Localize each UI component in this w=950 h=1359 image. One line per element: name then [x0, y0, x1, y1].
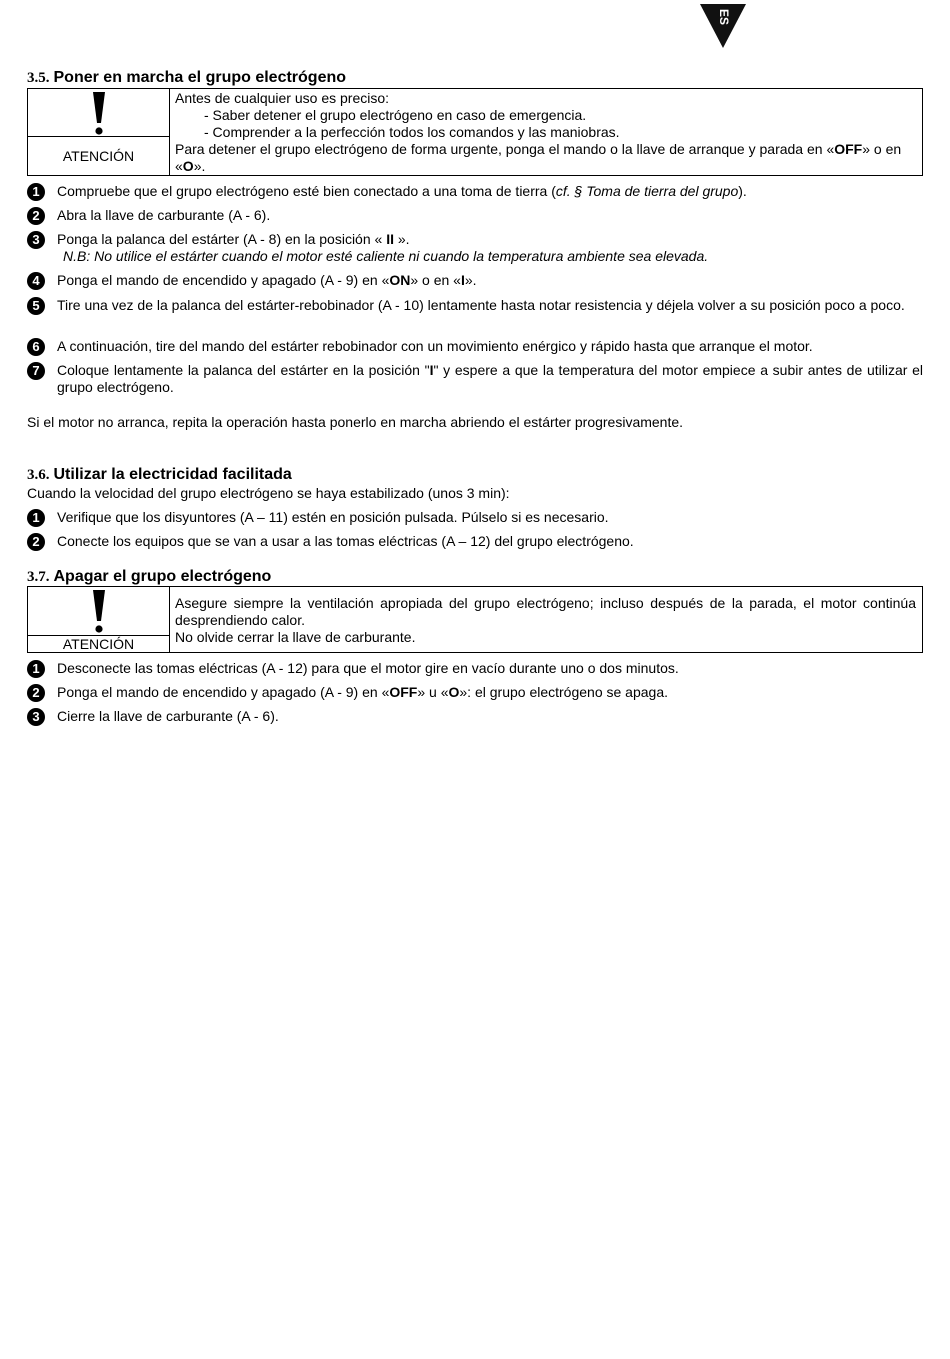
section-title-text: Utilizar la electricidad facilitada [53, 466, 292, 483]
step-number-badge: 7 [27, 362, 45, 380]
step-number-badge: 1 [27, 509, 45, 527]
list-item: 1 Desconecte las tomas eléctricas (A - 12) para que el motor gire en vacío durante uno o dos minutos. [27, 660, 923, 677]
step-number-badge: 3 [27, 231, 45, 249]
warning-content [175, 595, 916, 646]
list-item: 2 Ponga el mando de encendido y apagado (A - 9) en «OFF» u «O»: el grupo electrógeno se apaga. [27, 684, 923, 701]
list-item: 2 Conecte los equipos que se van a usar a las tomas eléctricas (A – 12) del grupo electrógeno. [27, 533, 923, 550]
step-number-badge: 6 [27, 338, 45, 356]
section-number: 3.7. [27, 569, 50, 585]
warning-icon-cell [28, 89, 169, 137]
step-number-badge: 3 [27, 708, 45, 726]
step-number-badge: 1 [27, 660, 45, 678]
step-number-badge: 2 [27, 207, 45, 225]
warning-stop-text: Para detener el grupo electrógeno de forma urgente, ponga el mando o la llave de arranque y parada en «OFF» o en «O». [175, 141, 902, 174]
section-number: 3.6. [27, 467, 50, 483]
section-note: Si el motor no arranca, repita la operación hasta ponerlo en marcha abriendo el estárter progresivamente. [27, 414, 684, 430]
warning-label: ATENCIÓN [62, 636, 135, 652]
warning-left-cell [28, 587, 170, 652]
step-number-badge: 5 [27, 297, 45, 315]
step-number-badge: 1 [27, 183, 45, 201]
warning-item: - Comprender a la perfección todos los comandos y las maniobras. [204, 124, 620, 140]
list-item: 1 Verifique que los disyuntores (A – 11) estén en posición pulsada. Púlselo si es necesario. [27, 509, 923, 526]
language-badge-icon [699, 3, 747, 49]
warning-text: No olvide cerrar la llave de carburante. [175, 629, 416, 645]
exclamation-icon [91, 91, 107, 135]
exclamation-icon [91, 589, 107, 633]
section-number: 3.5. [27, 70, 50, 86]
section-3-5-title [27, 69, 346, 87]
warning-box [27, 586, 923, 653]
step-note: N.B: No utilice el estárter cuando el motor esté caliente ni cuando la temperatura ambiente sea elevada. [63, 248, 709, 264]
list-item: 7 Coloque lentamente la palanca del estárter en la posición "I" y espere a que la temperatura del motor empiece a subir antes de utilizar el grupo electrógeno. [27, 362, 923, 396]
section-intro: Cuando la velocidad del grupo electrógeno se haya estabilizado (unos 3 min): [27, 485, 510, 501]
list-item: 3 Cierre la llave de carburante (A - 6). [27, 708, 923, 725]
warning-content [175, 90, 916, 175]
step-number-badge: 2 [27, 533, 45, 551]
section-title-text: Apagar el grupo electrógeno [53, 568, 272, 585]
list-item: 4 Ponga el mando de encendido y apagado (A - 9) en «ON» o en «I». [27, 272, 923, 289]
list-item: 6 A continuación, tire del mando del estárter rebobinador con un movimiento enérgico y rápido hasta que arranque el motor. [27, 338, 923, 355]
list-item: 1 Compruebe que el grupo electrógeno esté bien conectado a una toma de tierra (cf. § Toma de tierra del grupo). [27, 183, 923, 200]
warning-intro: Antes de cualquier uso es preciso: [175, 90, 390, 106]
warning-icon-cell [28, 587, 169, 636]
warning-box [27, 88, 923, 176]
step-number-badge: 4 [27, 272, 45, 290]
list-item: 3 Ponga la palanca del estárter (A - 8) en la posición « II ». N.B: No utilice el estárter cuando el motor esté caliente ni cuando la temperatura ambiente sea elevada. [27, 231, 923, 265]
section-title-text: Poner en marcha el grupo electrógeno [53, 69, 347, 86]
list-item: 2 Abra la llave de carburante (A - 6). [27, 207, 923, 224]
section-3-6-title [27, 466, 292, 484]
step-number-badge: 2 [27, 684, 45, 702]
warning-left-cell [28, 89, 170, 175]
warning-item: - Saber detener el grupo electrógeno en caso de emergencia. [204, 107, 587, 123]
section-3-7-title [27, 568, 271, 586]
warning-text: Asegure siempre la ventilación apropiada del grupo electrógeno; incluso después de la parada, el motor continúa desprendiendo calor. [175, 595, 916, 628]
list-item: 5 Tire una vez de la palanca del estárter-rebobinador (A - 10) lentamente hasta notar resistencia y déjela volver a su posición poco a poco. [27, 297, 923, 314]
language-badge-text: ES [717, 8, 731, 26]
warning-label: ATENCIÓN [62, 148, 135, 164]
